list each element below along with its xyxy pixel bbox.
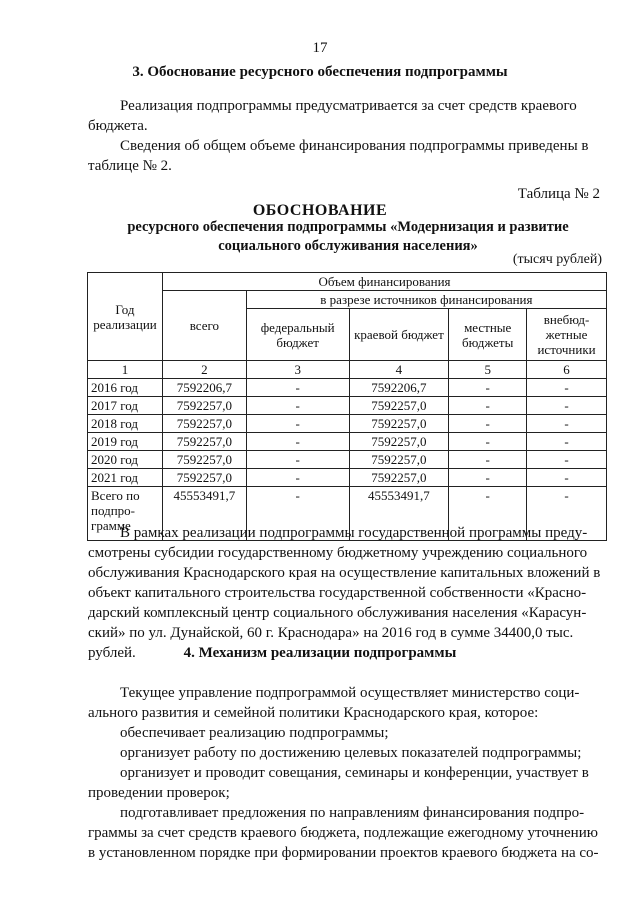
page-number: 17	[312, 40, 328, 56]
text-line: рублей.	[88, 645, 136, 661]
table-title: ОБОСНОВАНИЕ	[252, 202, 388, 219]
subsidy-paragraph	[88, 523, 608, 663]
text-line: в установленном порядке при формировании проектов краевого бюджета на со-	[88, 845, 599, 861]
cell-total-label: Всего по подпро-грамме	[88, 487, 163, 541]
intro-paragraph	[88, 96, 608, 176]
column-number: 2	[162, 361, 246, 379]
units-label: (тысяч рублей)	[512, 252, 602, 267]
cell-local: -	[449, 433, 527, 451]
table-row	[88, 433, 607, 451]
text-line: Текущее управление подпрограммой осуществляет министерство соци-	[120, 685, 580, 701]
table-label: Таблица № 2	[517, 186, 600, 202]
table-row	[88, 379, 607, 397]
cell-offbudget: -	[527, 487, 607, 541]
cell-offbudget: -	[527, 379, 607, 397]
cell-year: 2019 год	[88, 433, 163, 451]
cell-local: -	[449, 397, 527, 415]
cell-offbudget: -	[527, 433, 607, 451]
cell-year: 2020 год	[88, 451, 163, 469]
cell-total: 7592206,7	[162, 379, 246, 397]
financing-table	[87, 272, 607, 541]
cell-total: 7592257,0	[162, 415, 246, 433]
header-local: местные бюджеты	[449, 309, 527, 361]
cell-regional: 7592257,0	[349, 469, 449, 487]
text-line: дарский комплексный центр социального обслуживания населения «Карасун-	[88, 605, 587, 621]
cell-total: 45553491,7	[162, 487, 246, 541]
table-row	[88, 397, 607, 415]
cell-total: 7592257,0	[162, 397, 246, 415]
text-line: смотрены субсидии государственному бюджетному учреждению социального	[88, 545, 588, 561]
column-number: 5	[449, 361, 527, 379]
table-subtitle	[88, 218, 608, 256]
cell-federal: -	[246, 451, 349, 469]
cell-regional: 7592257,0	[349, 397, 449, 415]
section-3-title: 3. Обоснование ресурсного обеспечения подпрограммы	[132, 64, 508, 80]
text-line: Реализация подпрограммы предусматривается за счет средств краевого	[120, 98, 577, 114]
cell-offbudget: -	[527, 415, 607, 433]
column-number: 3	[246, 361, 349, 379]
cell-local: -	[449, 451, 527, 469]
cell-federal: -	[246, 415, 349, 433]
cell-offbudget: -	[527, 451, 607, 469]
header-by-source: в разрезе источников финансирования	[246, 291, 606, 309]
text-line: таблице № 2.	[88, 158, 172, 174]
cell-total: 7592257,0	[162, 451, 246, 469]
header-year: Год реализации	[88, 273, 163, 361]
subtitle-line: социального обслуживания населения»	[218, 238, 478, 254]
cell-local: -	[449, 415, 527, 433]
cell-federal: -	[246, 487, 349, 541]
cell-local: -	[449, 379, 527, 397]
cell-year: 2021 год	[88, 469, 163, 487]
cell-year: 2018 год	[88, 415, 163, 433]
cell-total: 7592257,0	[162, 469, 246, 487]
header-volume: Объем финансирования	[162, 273, 606, 291]
cell-federal: -	[246, 433, 349, 451]
text-line: организует и проводит совещания, семинары и конференции, участвует в	[120, 765, 589, 781]
text-line: обслуживания Краснодарского края на осуществление капитальных вложений в	[88, 565, 601, 581]
cell-federal: -	[246, 397, 349, 415]
text-line: ального развития и семейной политики Краснодарского края, которое:	[88, 705, 539, 721]
header-total: всего	[162, 291, 246, 361]
mechanism-paragraph	[88, 683, 608, 863]
cell-federal: -	[246, 469, 349, 487]
cell-regional: 7592257,0	[349, 451, 449, 469]
text-line: бюджета.	[88, 118, 148, 134]
table-row	[88, 415, 607, 433]
cell-total: 7592257,0	[162, 433, 246, 451]
cell-local: -	[449, 487, 527, 541]
cell-federal: -	[246, 379, 349, 397]
cell-offbudget: -	[527, 397, 607, 415]
text-line: подготавливает предложения по направлениям финансирования подпро-	[120, 805, 585, 821]
cell-regional: 7592206,7	[349, 379, 449, 397]
cell-offbudget: -	[527, 469, 607, 487]
cell-local: -	[449, 469, 527, 487]
header-regional: краевой бюджет	[349, 309, 449, 361]
table-row	[88, 451, 607, 469]
header-offbudget: внебюд-жетные источники	[527, 309, 607, 361]
cell-regional: 7592257,0	[349, 415, 449, 433]
header-federal: федеральный бюджет	[246, 309, 349, 361]
text-line: организует работу по достижению целевых показателей подпрограммы;	[120, 745, 582, 761]
text-line: ский» по ул. Дунайской, 60 г. Краснодара» на 2016 год в сумме 34400,0 тыс.	[88, 625, 574, 641]
column-number-row	[88, 361, 607, 379]
text-line: граммы за счет средств краевого бюджета, подлежащие ежегодному уточнению	[88, 825, 598, 841]
text-line: В рамках реализации подпрограммы государственной программы преду-	[120, 525, 588, 541]
text-line: обеспечивает реализацию подпрограммы;	[120, 725, 389, 741]
column-number: 4	[349, 361, 449, 379]
cell-regional: 7592257,0	[349, 433, 449, 451]
table-row	[88, 469, 607, 487]
column-number: 6	[527, 361, 607, 379]
section-4-title: 4. Механизм реализации подпрограммы	[183, 645, 457, 661]
text-line: Сведения об общем объеме финансирования подпрограммы приведены в	[120, 138, 589, 154]
text-line: объект капитального строительства государственной собственности «Красно-	[88, 585, 587, 601]
text-line: проведении проверок;	[88, 785, 230, 801]
cell-regional: 45553491,7	[349, 487, 449, 541]
cell-year: 2017 год	[88, 397, 163, 415]
subtitle-line: ресурсного обеспечения подпрограммы «Модернизация и развитие	[127, 219, 569, 235]
cell-year: 2016 год	[88, 379, 163, 397]
column-number: 1	[88, 361, 163, 379]
